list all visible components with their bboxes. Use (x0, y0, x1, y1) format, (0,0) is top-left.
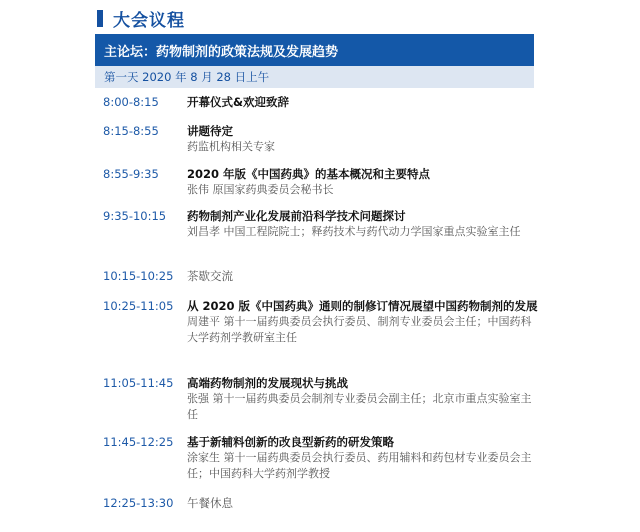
forum-banner: 主论坛：药物制剂的政策法规及发展趋势 (95, 34, 534, 66)
agenda-time: 8:00-8:15 (103, 95, 159, 109)
agenda-speaker: 涂家生 第十一届药典委员会执行委员、药用辅料和药包材专业委员会主任；中国药科大学药剂学教授 (187, 451, 532, 480)
agenda-topic: 2020 年版《中国药典》的基本概况和主要特点 (187, 167, 431, 181)
section-header (97, 6, 185, 30)
agenda-topic: 讲题待定 (187, 124, 233, 138)
agenda-time: 11:05-11:45 (103, 376, 174, 390)
agenda-break-label: 午餐休息 (187, 496, 233, 510)
day-label: 第一天 2020 年 8 月 28 日上午 (95, 66, 534, 88)
agenda-time: 11:45-12:25 (103, 435, 174, 449)
agenda-topic: 开幕仪式&欢迎致辞 (187, 95, 290, 109)
agenda-time: 9:35-10:15 (103, 209, 167, 223)
agenda-time: 10:25-11:05 (103, 299, 174, 313)
agenda-topic: 基于新辅料创新的改良型新药的研发策略 (187, 435, 394, 449)
agenda-speaker: 张伟 原国家药典委员会秘书长 (187, 183, 334, 196)
agenda-speaker: 药监机构相关专家 (187, 140, 275, 153)
section-title: 大会议程 (113, 10, 185, 31)
title-accent-bar (97, 10, 103, 27)
agenda-speaker: 周建平 第十一届药典委员会执行委员、制剂专业委员会主任；中国药科大学药剂学教研室主任 (187, 315, 532, 344)
agenda-time: 12:25-13:30 (103, 496, 174, 510)
agenda-speaker: 刘昌孝 中国工程院院士；释药技术与药代动力学国家重点实验室主任 (187, 225, 521, 238)
agenda-time: 10:15-10:25 (103, 269, 174, 283)
agenda-speaker: 张强 第十一届药典委员会制剂专业委员会副主任；北京市重点实验室主任 (187, 392, 532, 421)
agenda-time: 8:55-9:35 (103, 167, 159, 181)
agenda-topic: 从 2020 版《中国药典》通则的制修订情况展望中国药物制剂的发展 (187, 299, 538, 313)
agenda-topic: 药物制剂产业化发展前沿科学技术问题探讨 (187, 209, 406, 223)
agenda-break-label: 茶歇交流 (187, 269, 233, 283)
agenda-topic: 高端药物制剂的发展现状与挑战 (187, 376, 348, 390)
agenda-time: 8:15-8:55 (103, 124, 159, 138)
